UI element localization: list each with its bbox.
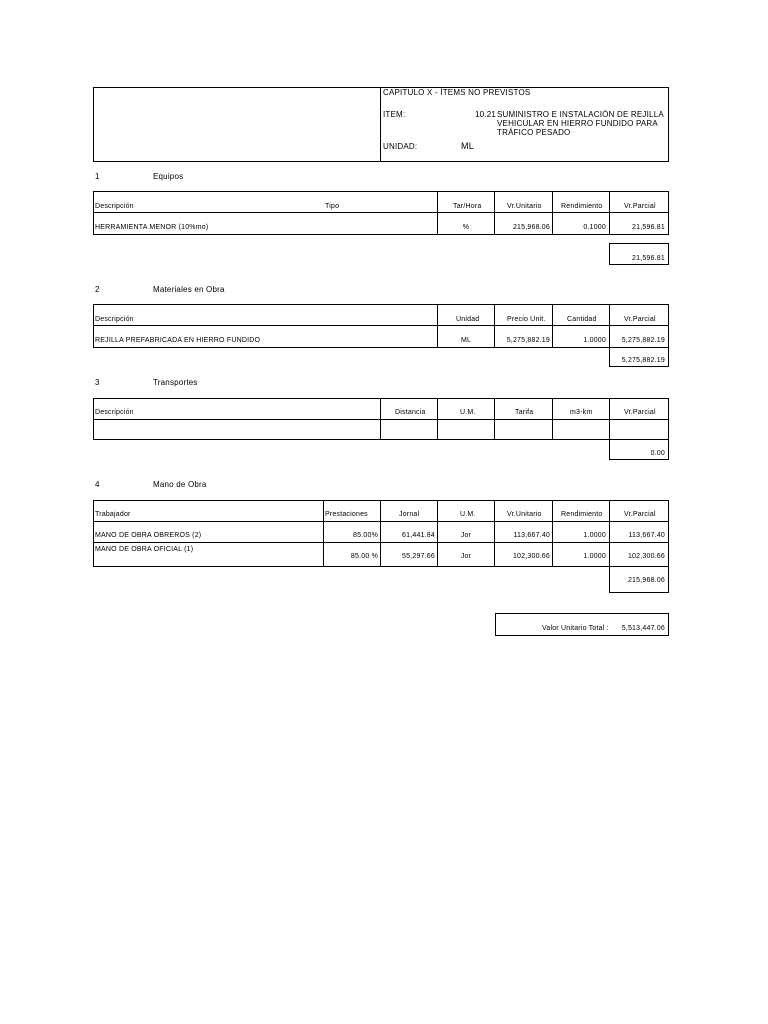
mano-obra-col-vr-parcial: Vr.Parcial <box>624 511 656 518</box>
mano-obra-row-2-um: Jor <box>460 553 472 560</box>
unit-label: UNIDAD: <box>383 142 418 151</box>
equipos-row-desc: HERRAMIENTA MENOR (10%mo) <box>95 224 209 231</box>
section-equipos-title: Equipos <box>153 172 184 181</box>
mano-obra-row-2-prest: 85.00 % <box>350 553 378 560</box>
item-description-line-1: SUMINISTRO E INSTALACIÓN DE REJILLA <box>497 110 664 119</box>
transportes-col-m3km: m3-km <box>570 409 593 416</box>
mano-obra-col-um: U.M. <box>460 511 476 518</box>
mano-obra-row-2-unit: 102,300.66 <box>512 553 550 560</box>
mano-obra-col-trabajador: Trabajador <box>95 511 131 518</box>
transportes-col-distancia: Distancia <box>395 409 426 416</box>
transportes-col-tarifa: Tarifa <box>515 409 534 416</box>
total-value: 5,513,447.06 <box>621 625 665 632</box>
mano-obra-row-1-rend: 1.0000 <box>583 532 606 539</box>
item-description-line-2: VEHICULAR EN HIERRO FUNDIDO PARA <box>497 119 658 128</box>
materiales-col-descripcion: Descripción <box>95 316 134 323</box>
section-materiales-title: Materiales en Obra <box>153 285 225 294</box>
materiales-col-precio: Precio Unit. <box>507 316 546 323</box>
mano-obra-row-1-prest: 85.00% <box>353 532 378 539</box>
item-code: 10.21 <box>475 110 497 119</box>
mano-obra-row-1-parcial: 113,667.40 <box>628 532 665 539</box>
item-description-line-3: TRÁFICO PESADO <box>497 128 571 137</box>
mano-obra-row-2-parcial: 102,300.66 <box>627 553 665 560</box>
mano-obra-row-2-jornal: 55,297.66 <box>402 553 435 560</box>
mano-obra-row-1-trab: MANO DE OBRA OBREROS (2) <box>95 532 202 539</box>
materiales-row-desc: REJILLA PREFABRICADA EN HIERRO FUNDIDO <box>95 337 261 344</box>
mano-obra-col-jornal: Jornal <box>399 511 420 518</box>
section-materiales-number: 2 <box>95 285 100 294</box>
section-mano-obra-number: 4 <box>95 480 100 489</box>
mano-obra-row-1-jornal: 61,441.84 <box>402 532 435 539</box>
equipos-subtotal: 21,596.81 <box>632 255 665 262</box>
equipos-row-unit: 215,968.06 <box>512 224 550 231</box>
materiales-col-cantidad: Cantidad <box>567 316 597 323</box>
equipos-row-parcial: 21,596.81 <box>632 224 665 231</box>
item-label: ITEM: <box>383 110 406 119</box>
unit-value: ML <box>461 141 474 151</box>
materiales-row-precio: 5,275,882.19 <box>506 337 550 344</box>
section-transportes-title: Transportes <box>153 378 198 387</box>
materiales-subtotal: 5,275,882.19 <box>621 357 665 364</box>
section-equipos-number: 1 <box>95 172 100 181</box>
mano-obra-col-rendimiento: Rendimiento <box>561 511 603 518</box>
materiales-col-unidad: Unidad <box>456 316 480 323</box>
mano-obra-row-2-trab: MANO DE OBRA OFICIAL (1) <box>95 546 194 553</box>
equipos-col-rendimiento: Rendimiento <box>561 203 603 210</box>
equipos-col-descripcion: Descripción <box>95 203 134 210</box>
materiales-row-parcial: 5,275,882.19 <box>621 337 665 344</box>
mano-obra-col-vr-unitario: Vr.Unitario <box>507 511 542 518</box>
materiales-row-cant: 1.0000 <box>583 337 606 344</box>
mano-obra-row-1-unit: 113,667.40 <box>513 532 550 539</box>
materiales-row-unidad: ML <box>460 337 472 344</box>
section-mano-obra-title: Mano de Obra <box>153 480 207 489</box>
mano-obra-subtotal: 215,968.06 <box>627 577 665 584</box>
total-label: Valor Unitario Total : <box>542 625 609 632</box>
materiales-col-vr-parcial: Vr.Parcial <box>624 316 656 323</box>
equipos-row-tar: % <box>462 224 470 231</box>
mano-obra-col-prestaciones: Prestaciones <box>325 511 368 518</box>
transportes-col-um: U.M. <box>460 409 476 416</box>
equipos-col-tipo: Tipo <box>325 203 340 210</box>
transportes-subtotal: 0.00 <box>650 450 665 457</box>
header-divider <box>380 87 381 162</box>
transportes-col-vr-parcial: Vr.Parcial <box>624 409 656 416</box>
equipos-header-rule <box>93 212 669 213</box>
transportes-col-descripcion: Descripción <box>95 409 134 416</box>
mano-obra-row-1-um: Jor <box>460 532 472 539</box>
equipos-col-tar-hora: Tar/Hora <box>453 203 482 210</box>
equipos-row-rend: 0.1000 <box>583 224 606 231</box>
equipos-col-vr-unitario: Vr.Unitario <box>507 203 542 210</box>
equipos-col-vr-parcial: Vr.Parcial <box>624 203 656 210</box>
chapter-title: CAPITULO X - ÍTEMS NO PREVISTOS <box>383 88 531 97</box>
section-transportes-number: 3 <box>95 378 100 387</box>
mano-obra-row-2-rend: 1.0000 <box>583 553 606 560</box>
